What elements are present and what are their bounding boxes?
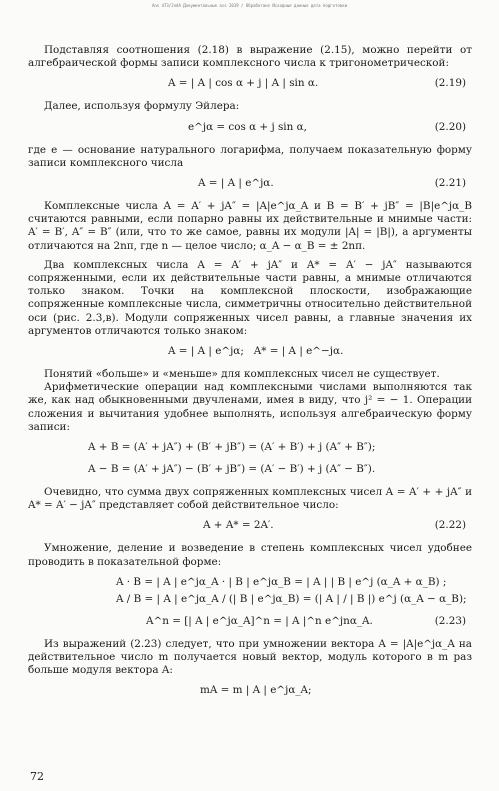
formula-expression: A + A* = 2A′. bbox=[203, 519, 274, 532]
formula-expression: A + B = (A′ + jA″) + (B′ + jB″) = (A′ + B′) + j (A″ + B″); bbox=[88, 441, 376, 454]
equation-number: (2.21) bbox=[434, 177, 466, 190]
formula-product bbox=[28, 576, 472, 591]
scan-watermark: Ans 473/2ndA Документальные ass 2019 / Обработано Исходные данные дата подготовки bbox=[151, 3, 348, 8]
formula-difference bbox=[28, 463, 472, 478]
paragraph-euler: Далее, используя формулу Эйлера: bbox=[44, 100, 240, 113]
equation-number: (2.20) bbox=[434, 120, 466, 133]
formula-quotient bbox=[28, 593, 472, 608]
formula-conjugate bbox=[28, 345, 472, 360]
paragraph-arithmetic: Арифметические операции над комплексными числами выполняются так же, как над обыкновенными двучленами, имея в виду, что j² = − 1. Операции сложения и вычитания удобнее выполнять, используя алгебраическую форму записи: bbox=[28, 381, 472, 433]
formula-2-22 bbox=[28, 519, 472, 534]
paragraph-multiplication: Умножение, деление и возведение в степень комплексных чисел удобнее проводить в показательной форме: bbox=[28, 542, 472, 568]
formula-2-21 bbox=[28, 177, 472, 192]
formula-2-19 bbox=[28, 77, 472, 92]
formula-sum bbox=[28, 441, 472, 456]
formula-scaling bbox=[28, 684, 472, 699]
formula-expression: A · B = | A | e^jα_A · | B | e^jα_B = | A | | B | e^j (α_A + α_B) ; bbox=[116, 575, 447, 588]
paragraph-comparison: Понятий «больше» и «меньше» для комплексных чисел не существует. bbox=[44, 368, 440, 381]
paragraph-exp-form: где e — основание натурального логарифма, получаем показательную форму записи комплексного числа bbox=[28, 143, 472, 169]
formula-expression: A = | A | e^jα. bbox=[198, 177, 274, 190]
formula-expression: A = | A | cos α + j | A | sin α. bbox=[168, 77, 319, 90]
paragraph-trig-form: Подставляя соотношения (2.18) в выражение (2.15), можно перейти от алгебраической формы записи комплексного числа к тригонометрической: bbox=[28, 44, 472, 70]
equation-number: (2.22) bbox=[434, 519, 466, 532]
formula-expression: e^jα = cos α + j sin α, bbox=[188, 120, 307, 133]
equation-number: (2.23) bbox=[434, 614, 466, 627]
paragraph-scaling: Из выражений (2.23) следует, что при умножении вектора A = |A|e^jα_A на действительное число m получается новый вектор, модуль которого в m раз больше модуля вектора A: bbox=[28, 637, 472, 677]
formula-expression: A − B = (A′ + jA″) − (B′ + jB″) = (A′ − B′) + j (A″ − B″). bbox=[88, 463, 376, 476]
document-page bbox=[28, 44, 472, 707]
formula-expression: A^n = [| A | e^jα_A]^n = | A |^n e^jnα_A. bbox=[146, 614, 373, 627]
formula-expression: A / B = | A | e^jα_A / (| B | e^jα_B) = (| A | / | B |) e^j (α_A − α_B); bbox=[116, 592, 467, 605]
paragraph-conjugate: Два комплексных числа A = A′ + jA″ и A* = A′ − jA″ называются сопряженными, если их действительные части равны, а мнимые отличаются только знаком. Точки на комплексной плоскости, изображающие сопряженные комплексные числа, симметричны относительно действительной оси (рис. 2.3,в). Модули сопряженных чисел равны, а главные значения их аргументов отличаются только знаком: bbox=[28, 258, 472, 337]
paragraph-conjugate-sum: Очевидно, что сумма двух сопряженных комплексных чисел A = A′ + + jA″ и A* = A′ − jA″ представляет собой действительное число: bbox=[28, 486, 472, 512]
equation-number: (2.19) bbox=[434, 77, 466, 90]
formula-expression: A = | A | e^jα; A* = | A | e^−jα. bbox=[168, 345, 344, 358]
formula-2-23 bbox=[28, 615, 472, 630]
formula-2-20 bbox=[28, 121, 472, 136]
page-number: 72 bbox=[30, 770, 44, 783]
paragraph-equality: Комплексные числа A = A′ + jA″ = |A|e^jα_A и B = B′ + jB″ = |B|e^jα_B считаются равными, если попарно равны их действительные и мнимые части: A′ = B′, A″ = B″ (или, что то же самое, равны их модули |A| = |B|), а аргументы отличаются на 2nπ, где n — целое число; α_A − α_B = ± 2nπ. bbox=[28, 200, 472, 252]
formula-expression: mA = m | A | e^jα_A; bbox=[200, 684, 312, 697]
